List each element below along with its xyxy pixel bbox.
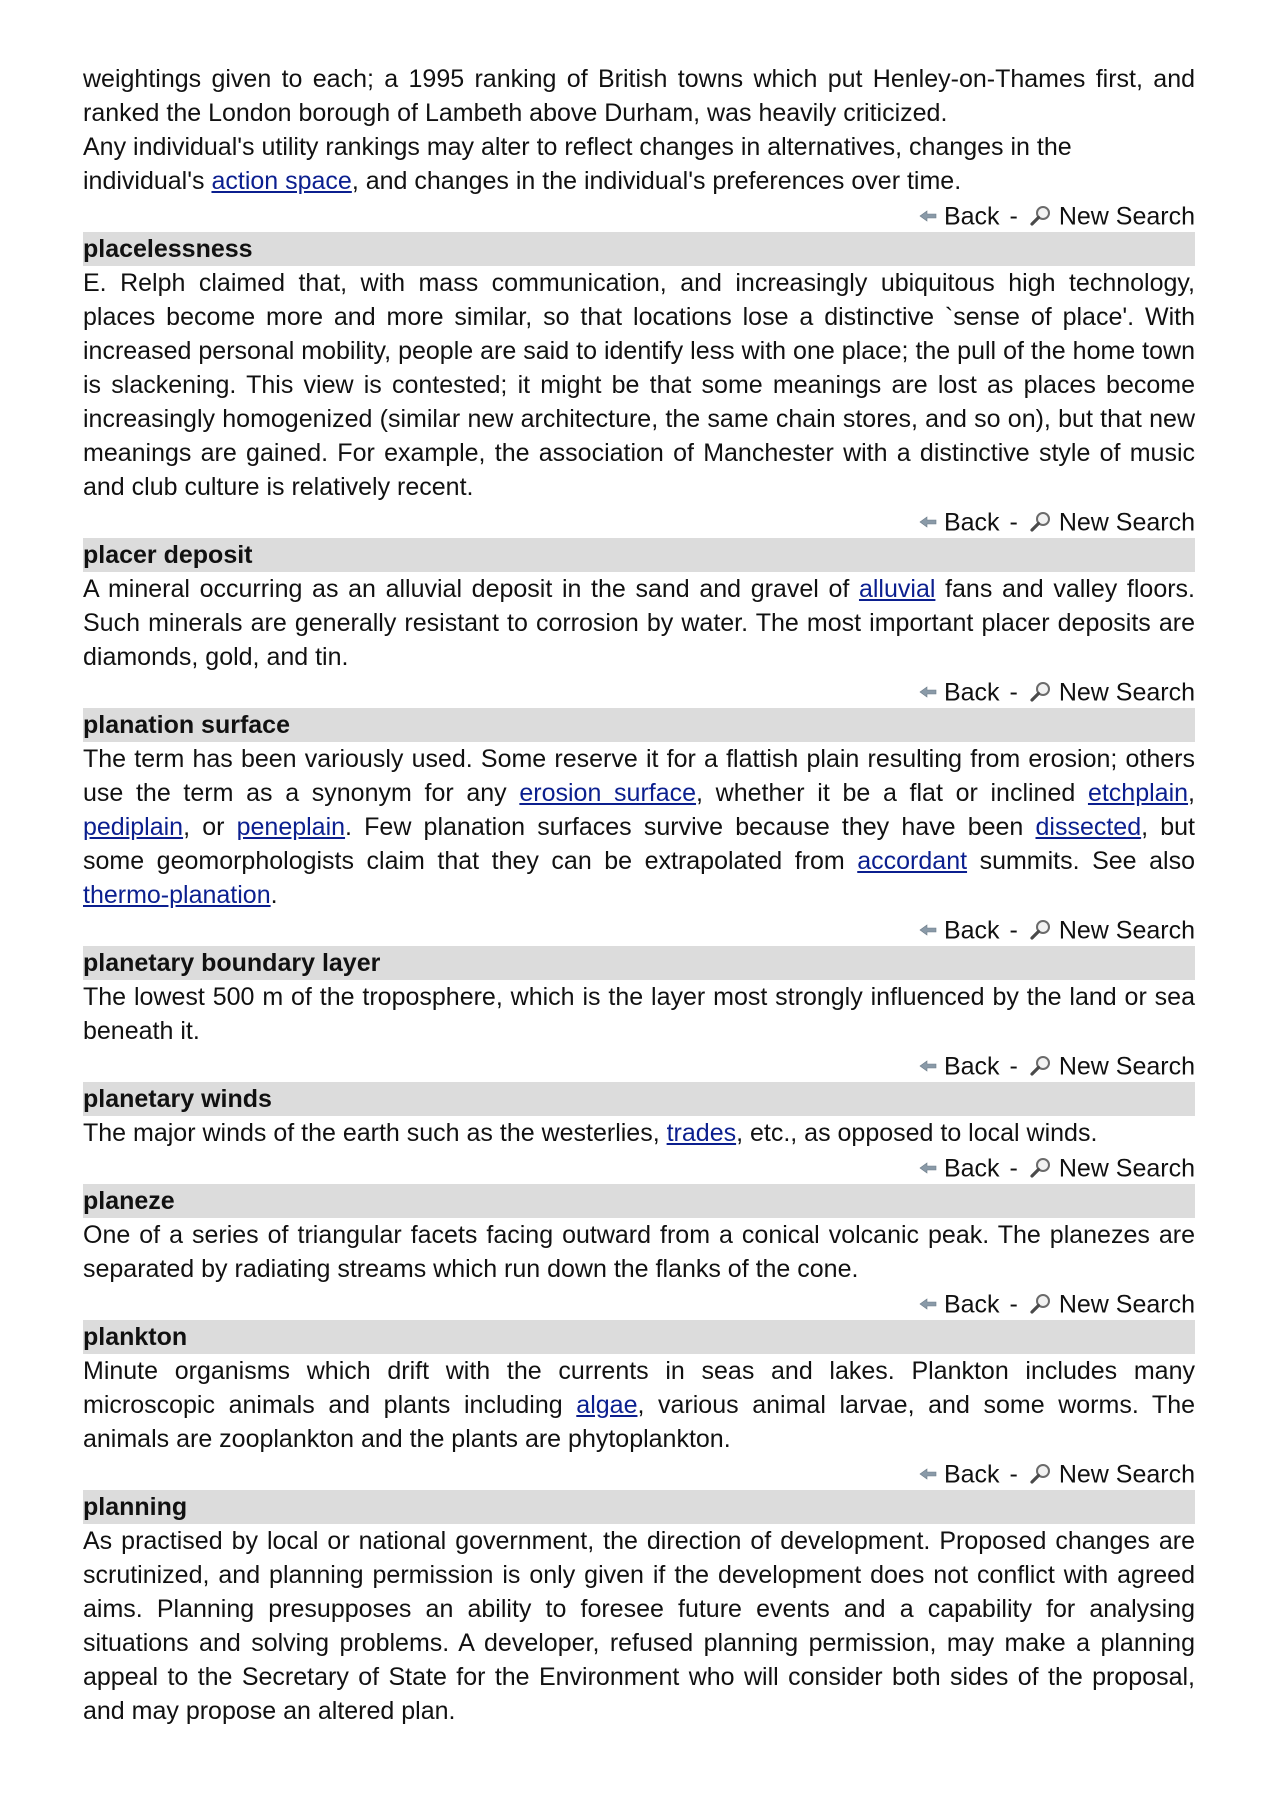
entry-term-planning: planning <box>83 1490 1195 1524</box>
result-nav: Back - New Search <box>83 674 1195 708</box>
link-dissected[interactable]: dissected <box>1035 813 1142 841</box>
magnifier-icon[interactable] <box>1030 1293 1052 1315</box>
link-accordant[interactable]: accordant <box>857 847 968 875</box>
back-link[interactable]: Back <box>943 202 1000 231</box>
back-link[interactable]: Back <box>943 1052 1000 1081</box>
result-nav: Back - New Search <box>83 1150 1195 1184</box>
entry-term-planetary-winds: planetary winds <box>83 1082 1195 1116</box>
link-thermo-planation[interactable]: thermo-planation <box>83 881 271 909</box>
link-erosion-surface[interactable]: erosion surface <box>519 779 697 807</box>
back-arrow-icon[interactable] <box>919 515 937 529</box>
new-search-link[interactable]: New Search <box>1058 678 1195 707</box>
new-search-link[interactable]: New Search <box>1058 1052 1195 1081</box>
link-algae[interactable]: algae <box>576 1391 638 1419</box>
entry-term-planetary-boundary-layer: planetary boundary layer <box>83 946 1195 980</box>
intro-paragraph-2: Any individual's utility rankings may alter to reflect changes in alternatives, changes in the individual's action space, and changes in the individual's preferences over time. <box>83 133 1072 195</box>
entry-text-plankton: Minute organisms which drift with the currents in seas and lakes. Plankton includes many microscopic animals and plants including algae, various animal larvae, and some worms. The animals are zooplankton and the plants are phytoplankton. <box>83 1357 1195 1453</box>
result-nav: Back - New Search <box>83 1048 1195 1082</box>
back-arrow-icon[interactable] <box>919 923 937 937</box>
entry-text-planetary-winds: The major winds of the earth such as the westerlies, trades, etc., as opposed to local winds. <box>83 1119 1098 1147</box>
entry-text-planetary-boundary-layer: The lowest 500 m of the troposphere, which is the layer most strongly influenced by the land or sea beneath it. <box>83 983 1195 1045</box>
result-nav: Back - New Search <box>83 504 1195 538</box>
back-link[interactable]: Back <box>943 678 1000 707</box>
magnifier-icon[interactable] <box>1030 1157 1052 1179</box>
back-link[interactable]: Back <box>943 1460 1000 1489</box>
magnifier-icon[interactable] <box>1030 205 1052 227</box>
entry-term-planation-surface: planation surface <box>83 708 1195 742</box>
magnifier-icon[interactable] <box>1030 511 1052 533</box>
link-pediplain[interactable]: pediplain <box>83 813 184 841</box>
result-nav: Back - New Search <box>83 1286 1195 1320</box>
back-arrow-icon[interactable] <box>919 209 937 223</box>
link-peneplain[interactable]: peneplain <box>236 813 346 841</box>
entry-term-plankton: plankton <box>83 1320 1195 1354</box>
result-nav: Back - New Search <box>83 912 1195 946</box>
magnifier-icon[interactable] <box>1030 681 1052 703</box>
back-arrow-icon[interactable] <box>919 685 937 699</box>
entry-text-planeze: One of a series of triangular facets facing outward from a conical volcanic peak. The planezes are separated by radiating streams which run down the flanks of the cone. <box>83 1221 1195 1283</box>
magnifier-icon[interactable] <box>1030 1055 1052 1077</box>
entry-term-planeze: planeze <box>83 1184 1195 1218</box>
back-arrow-icon[interactable] <box>919 1297 937 1311</box>
back-link[interactable]: Back <box>943 1290 1000 1319</box>
new-search-link[interactable]: New Search <box>1058 1460 1195 1489</box>
back-link[interactable]: Back <box>943 508 1000 537</box>
entry-text-planning: As practised by local or national government, the direction of development. Proposed changes are scrutinized, and planning permission is only given if the development does not conflict with agreed aims. Planning presupposes an ability to foresee future events and a capability for analysing situations and solving problems. A developer, refused planning permission, may make a planning appeal to the Secretary of State for the Environment who will consider both sides of the proposal, and may propose an altered plan. <box>83 1527 1195 1725</box>
intro-paragraph-1: weightings given to each; a 1995 ranking of British towns which put Henley-on-Thames first, and ranked the London borough of Lambeth above Durham, was heavily criticized. <box>83 65 1195 127</box>
new-search-link[interactable]: New Search <box>1058 1290 1195 1319</box>
link-alluvial[interactable]: alluvial <box>858 575 936 603</box>
new-search-link[interactable]: New Search <box>1058 916 1195 945</box>
result-nav: Back - New Search <box>83 1456 1195 1490</box>
link-action-space[interactable]: action space <box>211 167 352 195</box>
magnifier-icon[interactable] <box>1030 1463 1052 1485</box>
new-search-link[interactable]: New Search <box>1058 202 1195 231</box>
back-arrow-icon[interactable] <box>919 1161 937 1175</box>
link-etchplain[interactable]: etchplain <box>1087 779 1189 807</box>
back-link[interactable]: Back <box>943 916 1000 945</box>
entry-text-planation-surface: The term has been variously used. Some reserve it for a flattish plain resulting from erosion; others use the term as a synonym for any erosion surface, whether it be a flat or inclined etchplain, pediplain, or peneplain. Few planation surfaces survive because they have been dissected, but some geomorphologists claim that they can be extrapolated from accordant summits. See also thermo-planation. <box>83 745 1195 909</box>
document-page <box>83 62 1195 1728</box>
new-search-link[interactable]: New Search <box>1058 508 1195 537</box>
back-arrow-icon[interactable] <box>919 1059 937 1073</box>
new-search-link[interactable]: New Search <box>1058 1154 1195 1183</box>
result-nav: Back - New Search <box>83 198 1195 232</box>
entry-term-placer-deposit: placer deposit <box>83 538 1195 572</box>
entry-text-placelessness: E. Relph claimed that, with mass communication, and increasingly ubiquitous high technology, places become more and more similar, so that locations lose a distinctive `sense of place'. With increased personal mobility, people are said to identify less with one place; the pull of the home town is slackening. This view is contested; it might be that some meanings are lost as places become increasingly homogenized (similar new architecture, the same chain stores, and so on), but that new meanings are gained. For example, the association of Manchester with a distinctive style of music and club culture is relatively recent. <box>83 269 1195 501</box>
entry-term-placelessness: placelessness <box>83 232 1195 266</box>
back-link[interactable]: Back <box>943 1154 1000 1183</box>
entry-text-placer-deposit: A mineral occurring as an alluvial deposit in the sand and gravel of alluvial fans and valley floors. Such minerals are generally resistant to corrosion by water. The most important placer deposits are diamonds, gold, and tin. <box>83 575 1195 671</box>
magnifier-icon[interactable] <box>1030 919 1052 941</box>
back-arrow-icon[interactable] <box>919 1467 937 1481</box>
link-trades[interactable]: trades <box>666 1119 737 1147</box>
